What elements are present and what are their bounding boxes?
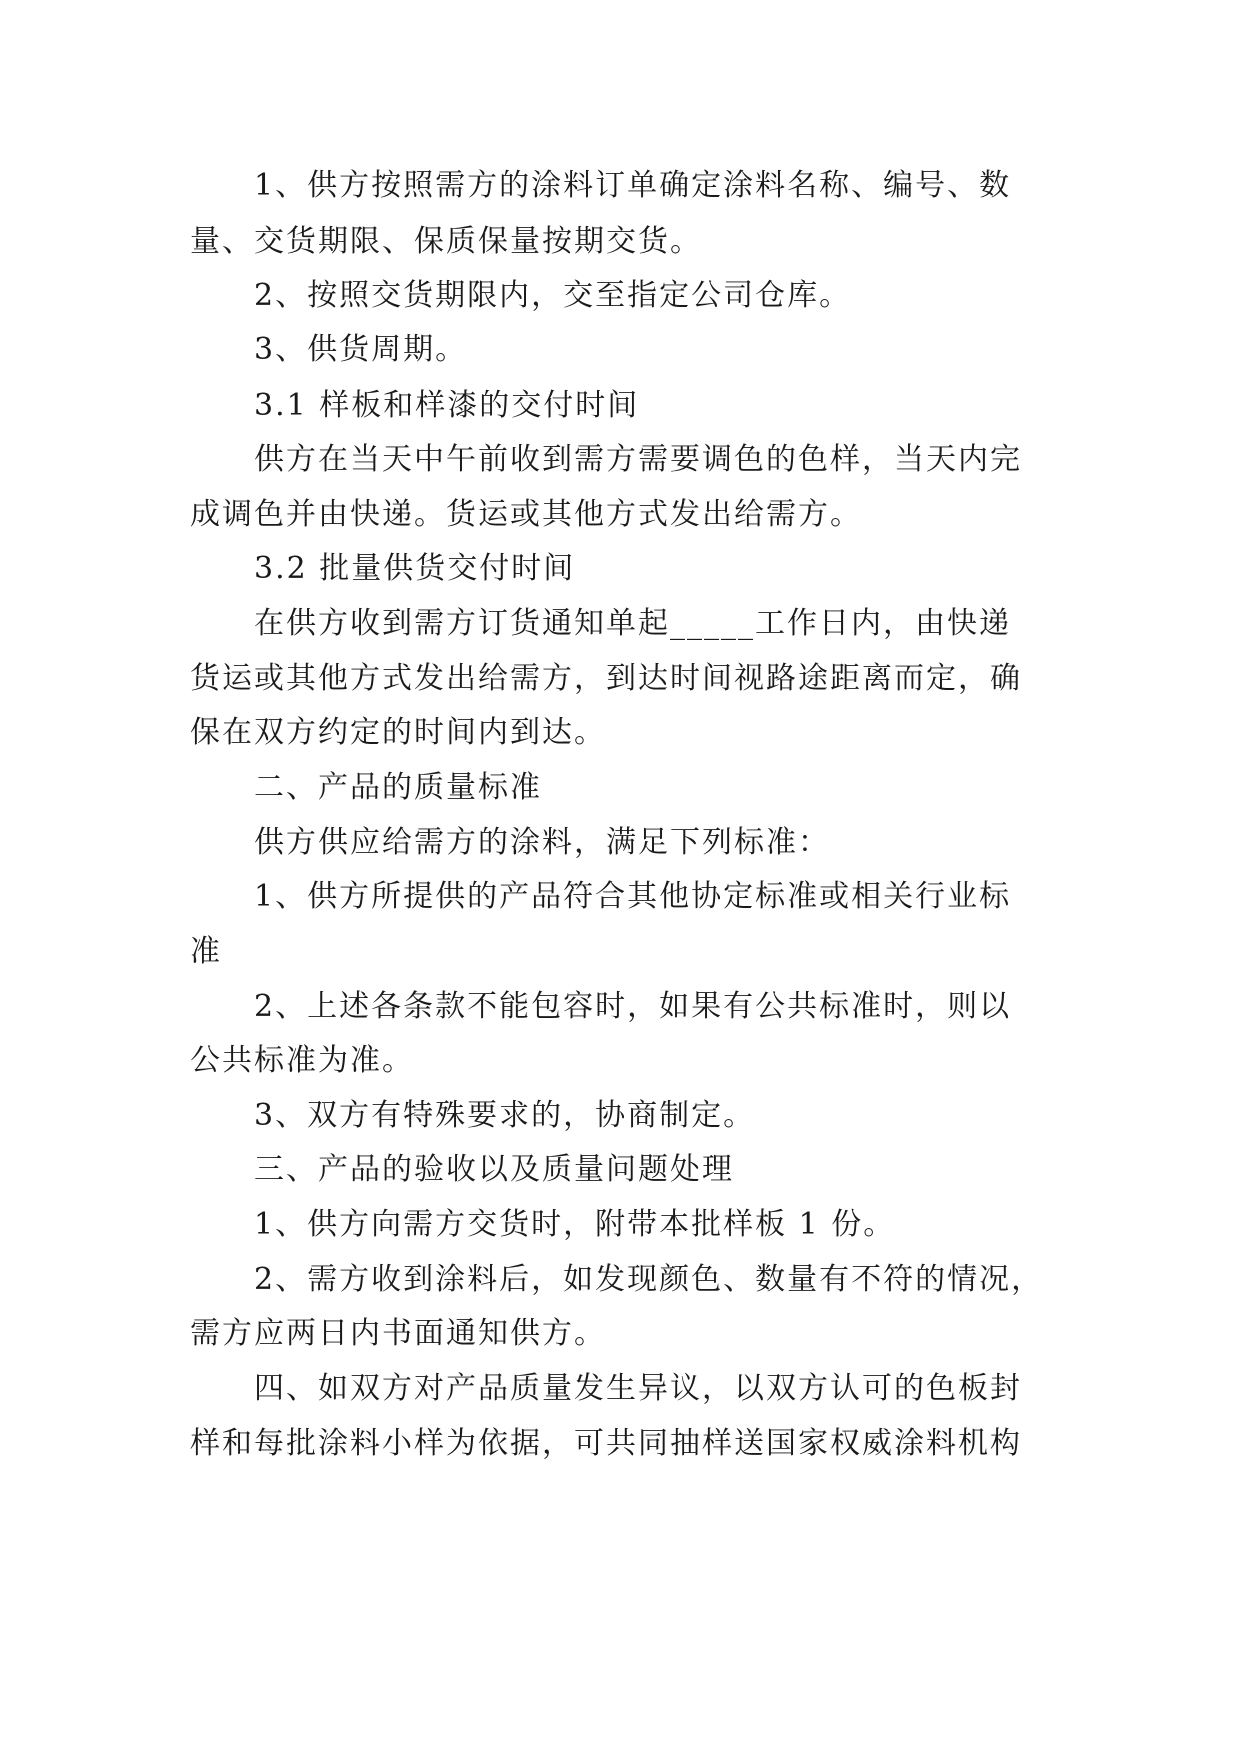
paragraph-line: 1、供方向需方交货时，附带本批样板 1 份。 bbox=[254, 1207, 896, 1242]
paragraph-line: 1、供方按照需方的涂料订单确定涂料名称、编号、数 bbox=[254, 168, 1012, 203]
paragraph-line: 准 bbox=[190, 934, 222, 969]
section-heading: 3.2 批量供货交付时间 bbox=[254, 551, 576, 586]
paragraph-line: 保在双方约定的时间内到达。 bbox=[190, 715, 606, 750]
paragraph-line: 公共标准为准。 bbox=[190, 1043, 414, 1078]
paragraph-line: 2、需方收到涂料后，如发现颜色、数量有不符的情况， bbox=[254, 1262, 1044, 1297]
paragraph-line: 2、按照交货期限内，交至指定公司仓库。 bbox=[254, 278, 852, 313]
paragraph-line: 3、供货周期。 bbox=[254, 332, 468, 367]
section-heading: 二、产品的质量标准 bbox=[254, 770, 542, 805]
paragraph-line: 样和每批涂料小样为依据，可共同抽样送国家权威涂料机构 bbox=[190, 1426, 1022, 1461]
paragraph-line: 3、双方有特殊要求的，协商制定。 bbox=[254, 1098, 756, 1133]
paragraph-line: 2、上述各条款不能包容时，如果有公共标准时，则以 bbox=[254, 989, 1012, 1024]
paragraph-line: 供方供应给需方的涂料，满足下列标准： bbox=[254, 825, 830, 860]
paragraph-line: 成调色并由快递。货运或其他方式发出给需方。 bbox=[190, 497, 862, 532]
paragraph-line: 需方应两日内书面通知供方。 bbox=[190, 1316, 606, 1351]
section-heading: 3.1 样板和样漆的交付时间 bbox=[254, 388, 640, 423]
paragraph-line: 1、供方所提供的产品符合其他协定标准或相关行业标 bbox=[254, 879, 1012, 914]
paragraph-line: 供方在当天中午前收到需方需要调色的色样，当天内完 bbox=[254, 442, 1022, 477]
paragraph-line: 四、如双方对产品质量发生异议，以双方认可的色板封 bbox=[254, 1371, 1022, 1406]
paragraph-line: 量、交货期限、保质保量按期交货。 bbox=[190, 224, 702, 259]
paragraph-line: 货运或其他方式发出给需方，到达时间视路途距离而定，确 bbox=[190, 661, 1022, 696]
paragraph-line: 在供方收到需方订货通知单起_____工作日内，由快递 bbox=[254, 606, 1011, 641]
section-heading: 三、产品的验收以及质量问题处理 bbox=[254, 1152, 734, 1187]
